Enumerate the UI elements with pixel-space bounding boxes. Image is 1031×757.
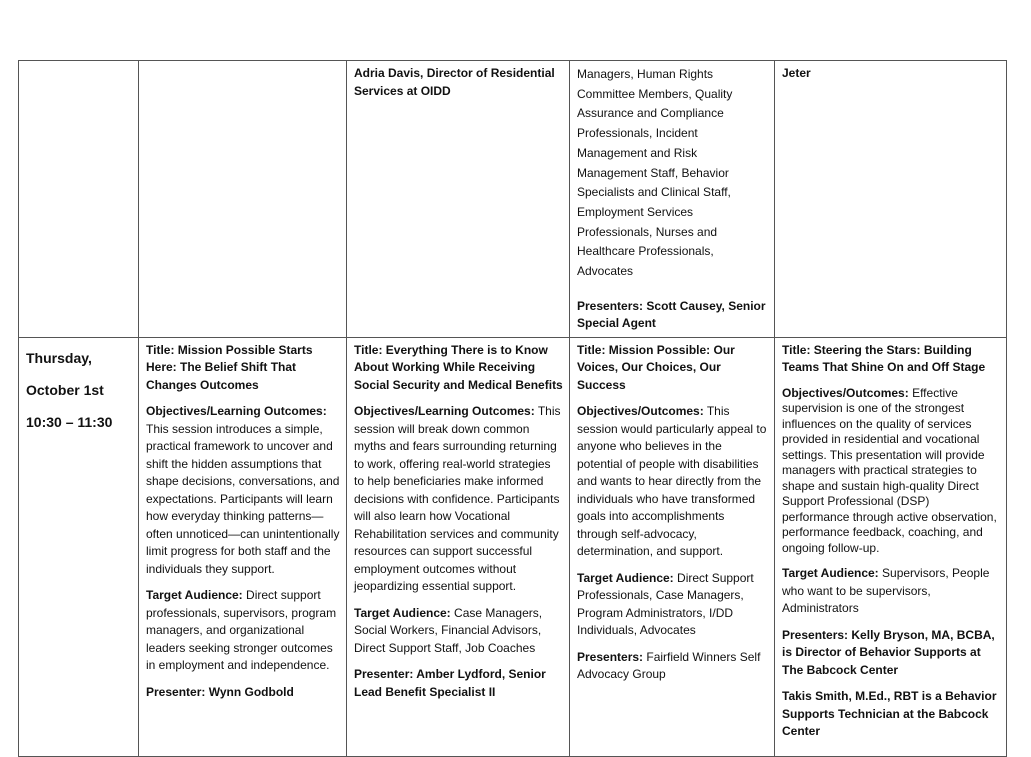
day-label: Thursday, [26,349,92,366]
session-objectives: Objectives/Learning Outcomes: This session introduces a simple, practical framework to uncover and shift the hidden assumptions that shape decisions, conversations, and expectations. Participants will learn how everyday thinking patterns—often unnoticed—can unintentionally limit progress for both staff and the individuals they support. [146,404,340,576]
audience-text: Managers, Human Rights Committee Members, Quality Assurance and Compliance Professionals, Incident Management and Risk Management Staff, Behavior Specialists and Clinical Staff, Employment Services Professionals, Nurses and Healthcare Professionals, Advocates [577,67,733,279]
session-objectives: Objectives/Learning Outcomes: This session will break down common myths and fears surrounding returning to work, offering real-world strategies to help beneficiaries make informed decisions with confidence. Participants will also learn how Vocational Rehabilitation services and community resources can support successful employment outcomes without jeopardizing essential support. [354,404,561,594]
schedule-sheet [18,60,1006,739]
session-cell [347,337,570,756]
session-presenter: Presenters: Fairfield Winners Self Advocacy Group [577,649,761,682]
session-title: Title: Mission Possible: Our Voices, Our Choices, Our Success [577,342,735,392]
session-cell [139,337,347,756]
session-audience: Target Audience: Supervisors, People who want to be supervisors, Administrators [782,566,990,616]
session-cell [775,337,1007,756]
session-presenter: Presenters: Kelly Bryson, MA, BCBA, is Director of Behavior Supports at The Babcock Center [782,627,995,677]
session-presenter: Presenter: Amber Lydford, Senior Lead Benefit Specialist II [354,667,546,699]
presenters-label: Presenters: [577,298,644,313]
session-cell [570,337,775,756]
session-cell [775,61,1007,338]
presenter-text: Jeter [782,66,811,80]
session-objectives: Objectives/Outcomes: This session would particularly appeal to anyone who believes in the potential of people with disabilities and wants to hear directly from the individuals who have transformed goals into accomplishments through self-advocacy, determination, and support. [577,404,767,559]
session-title: Title: Mission Possible Starts Here: The Belief Shift That Changes Outcomes [146,342,313,392]
session-audience: Target Audience: Direct support professionals, supervisors, program managers, and organizational leaders seeking stronger outcomes in employment and independence. [146,588,337,673]
time-cell [19,337,139,756]
session-presenter-2: Takis Smith, M.Ed., RBT is a Behavior Supports Technician at the Babcock Center [782,689,997,739]
time-cell [19,61,139,338]
table-row [19,61,1007,338]
session-cell [347,61,570,338]
session-cell [570,61,775,338]
session-presenter: Presenter: Wynn Godbold [146,684,294,699]
time-label: 10:30 – 11:30 [26,413,113,430]
presenter-text: Adria Davis, Director of Residential Services at OIDD [354,66,555,98]
session-objectives: Objectives/Outcomes: Effective supervision is one of the strongest influences on the quality of services provided in residential and vocational settings. This presentation will provide managers with practical strategies to shape and sustain high-quality Direct Support Professional (DSP) performance through active observation, performance feedback, coaching, and ongoing follow-up. [782,385,997,555]
session-cell [139,61,347,338]
presenters-text: Scott Causey, Senior Special Agent [577,298,766,331]
date-label: October 1st [26,381,104,398]
schedule-table [18,60,1007,757]
session-title: Title: Everything There is to Know About Working While Receiving Social Security and Medical Benefits [354,342,563,392]
session-audience: Target Audience: Direct Support Professionals, Case Managers, Program Administrators, I/DD Individuals, Advocates [577,570,754,638]
table-row [19,337,1007,756]
session-audience: Target Audience: Case Managers, Social Workers, Financial Advisors, Direct Support Staff, Job Coaches [354,605,543,655]
session-title: Title: Steering the Stars: Building Teams That Shine On and Off Stage [782,342,986,375]
